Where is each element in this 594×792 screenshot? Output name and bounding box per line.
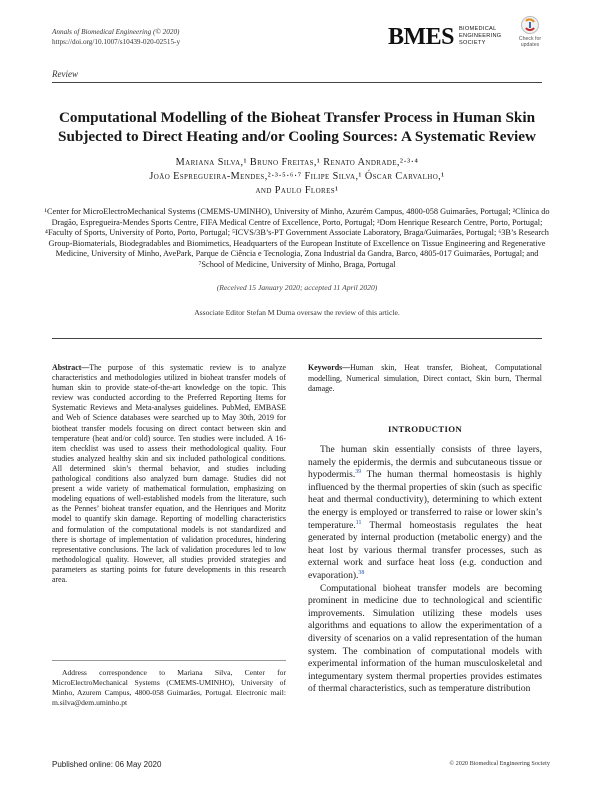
abstract-text: The purpose of this systematic review is to analyze characteristics and methodologies utilized in bioheat transfer models of human skin to provide state-of-the-art knowledge on the topic. This review was conducted according to the Preferred Reporting Items for Systematic Reviews and Meta-analyses guidelines. PubMed, EMBASE and Web of Science databases were searched up to May 30th, 2019 for biotheat transfer models focusing on direct contact between skin and temperature (heat and/or cold) source. Ten studies were included. A 16-item checklist was used to assess their methodological quality. Four studies analyzed healthy skin and six included pathological conditions. All determined skin’s thermal behavior, and studies including pathological conditions also analyzed burn damage. Studies did not present a wide variety of mathematical formulation, emphasizing on modeling equations of well-established models from the literature, such as the Pennes’ bioheat transfer equation, and the Henriques and Moritz model to quantify skin damage. Reporting of modelling characteristics and formulation of the computational models is not standardized and there is shortage of implementation of validation procedures, hindering representative conclusions. The lack of validation procedures led to low methodological quality. However, all studies provided strategies and parameters as starting points for future developments in this research area. xyxy=(52,363,286,584)
abstract xyxy=(52,363,286,585)
keywords-label: Keywords— xyxy=(308,363,351,372)
copyright: © 2020 Biomedical Engineering Society xyxy=(449,760,550,767)
footnote-divider xyxy=(52,660,286,661)
logo-subtitle: BIOMEDICAL ENGINEERING SOCIETY xyxy=(459,26,502,46)
correspondence-note: Address correspondence to Mariana Silva, Center for MicroElectroMechanical Systems (CMEMS-UMINHO), University of Minho, Azurem Campus, 4800-058 Guimarães, Portugal. Electronic mail: m.silva@dem.uminho.pt xyxy=(52,668,286,707)
citation-link[interactable]: 38 xyxy=(358,569,365,576)
article-title: Computational Modelling of the Bioheat Transfer Process in Human Skin Subjected to Direct Heating and/or Cooling Sources: A Systematic Review xyxy=(58,109,536,145)
doi-link[interactable]: https://doi.org/10.1007/s10439-020-02515-y xyxy=(52,38,181,46)
journal-name: Annals of Biomedical Engineering (© 2020) xyxy=(52,28,180,36)
abstract-divider xyxy=(52,338,542,339)
abstract-label: Abstract— xyxy=(52,363,90,372)
keywords-text: Human skin, Heat transfer, Biohеat, Computational modelling, Numerical simulation, Direct contact, Skin burn, Thermal damage. xyxy=(308,363,542,394)
received-dates: (Received 15 January 2020; accepted 11 April 2020) xyxy=(216,283,378,292)
citation-link[interactable]: 39 xyxy=(355,469,362,476)
introduction-heading: INTRODUCTION xyxy=(388,424,462,434)
introduction-body xyxy=(308,444,542,696)
check-updates-label: Check for updates xyxy=(518,36,542,48)
article-type: Review xyxy=(52,69,78,79)
bmes-logo xyxy=(388,24,502,50)
keywords xyxy=(308,363,542,395)
published-date: Published online: 06 May 2020 xyxy=(52,760,162,769)
editor-note: Associate Editor Stefan M Duma oversaw the review of this article. xyxy=(194,308,400,317)
author-list: Mariana Silva,¹ Bruno Freitas,¹ Renato Andrade,²·³·⁴ João Espregueira-Mendes,²·³·⁵·⁶·⁷ Filipe Silva,¹ Óscar Carvalho,¹ and Paulo Flores¹ xyxy=(149,157,445,196)
check-updates-icon xyxy=(521,16,539,34)
header-divider xyxy=(52,82,542,83)
check-for-updates-badge[interactable] xyxy=(513,16,547,54)
intro-paragraph-2: Computational bioheat transfer models are becoming prominent in medicine due to technological and scientific improvements. Simulation utilizing these models uses algorithms and equations to allow the experimentation of a diversity of scenarios on a valid representation of the human system. The combination of computational models with experimental information of the human musculoskeletal and integumentary system thermal properties provides estimates of thermal characteristics, such as temperature distribution xyxy=(308,583,542,695)
intro-paragraph-1: The human skin essentially consists of three layers, namely the epidermis, the dermis and subcutaneous tissue or hypodermis.$^{39}$ The human thermal homeostasis is highly influenced by the thermal properties of skin (such as specific heat and thermal conductivity), determining to which extent the energy is employed or transferred to raise or lower skin’s temperature.$^{11}$ Thermal homeostasis regulates the heat generated by internal production (metabolic energy) and the heat lost by various thermal transfer processes, such as external work and surface heat loss (e.g. conduction and evaporation).$^{38}$ xyxy=(308,445,542,581)
affiliations: ¹Center for MicroElectroMechanical Systems (CMEMS-UMINHO), University of Minho, Azurém Campus, 4800-058 Guimarães, Portugal; ²Clínica do Dragão, Espregueira-Mendes Sports Centre, FIFA Medical Centre of Excellence, Porto, Portugal; ³Dom Henrique Research Centre, Porto, Portugal; ⁴Faculty of Sports, University of Porto, Porto, Portugal; ⁵ICVS/3B’s-PT Government Associate Laboratory, Braga/Guimarães, Portugal; ⁶3B’s Research Group-Biomaterials, Biodegradables and Biomimetics, Headquarters of the European Institute of Excellence on Tissue Engineering and Regenerative Medicine, University of Minho, AvePark, Parque de Ciência e Tecnologia, Zona Industrial da Gandra, Barco, 4805-017 Guimarães, Portugal; and ⁷School of Medicine, University of Minho, Braga, Portugal xyxy=(44,207,550,269)
logo-mark: BMES xyxy=(388,24,455,50)
citation-link[interactable]: 11 xyxy=(355,519,362,526)
